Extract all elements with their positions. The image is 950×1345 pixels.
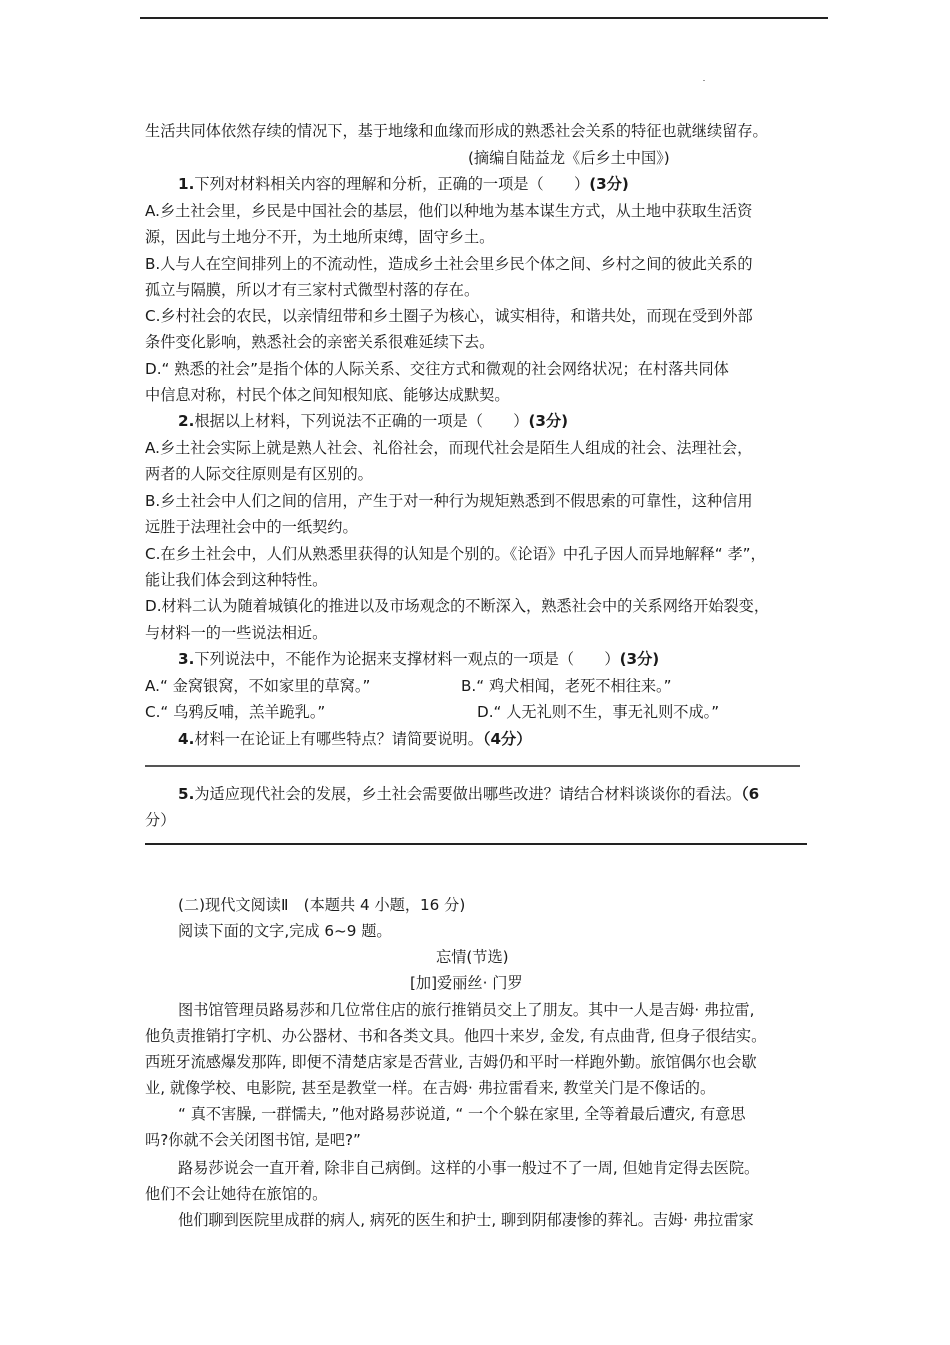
question-5-score-tail: 分） bbox=[145, 811, 176, 829]
passage-p3-line2: 他们不会让她待在旅馆的。 bbox=[145, 1185, 328, 1203]
section-2-heading: (二)现代文阅读Ⅱ (本题共 4 小题，16 分) bbox=[178, 896, 466, 914]
q2-option-b-line1: B.乡土社会中人们之间的信用，产生于对一种行为规矩熟悉到不假思索的可靠性，这种信用 bbox=[145, 492, 753, 510]
q3-option-c: C.“ 乌鸦反哺，羔羊跪乳。” bbox=[145, 703, 326, 721]
passage-title: 忘情(节选) bbox=[436, 948, 509, 966]
question-3-stem: 3.下列说法中，不能作为论据来支撑材料一观点的一项是（ ）(3分) bbox=[178, 650, 660, 668]
q1-option-d-line1: D.“ 熟悉的社会”是指个体的人际关系、交往方式和微观的社会网络状况；在村落共同体 bbox=[145, 360, 729, 378]
passage-p2-line2: 吗?你就不会关闭图书馆, 是吧?” bbox=[145, 1131, 361, 1149]
q2-option-c-line2: 能让我们体会到这种特性。 bbox=[145, 571, 328, 589]
section-2-instruction: 阅读下面的文字,完成 6~9 题。 bbox=[178, 922, 392, 940]
q1-option-b-line2: 孤立与隔膜，所以才有三家村式微型村落的存在。 bbox=[145, 281, 480, 299]
question-5-stem: 5.为适应现代社会的发展，乡土社会需要做出哪些改进？请结合材料谈谈你的看法。（6 bbox=[178, 785, 760, 803]
passage-p1-line1: 图书馆管理员路易莎和几位常住店的旅行推销员交上了朋友。其中一人是吉姆· 弗拉雷, bbox=[178, 1001, 755, 1019]
q2-option-a-line1: A.乡土社会实际上就是熟人社会、礼俗社会，而现代社会是陌生人组成的社会、法理社会， bbox=[145, 439, 753, 457]
q3-option-b: B.“ 鸡犬相闻，老死不相往来。” bbox=[461, 677, 672, 695]
header-rule bbox=[140, 17, 828, 19]
passage-p4-line1: 他们聊到医院里成群的病人, 病死的医生和护士, 聊到阴郁凄惨的葬礼。吉姆· 弗拉雷家 bbox=[178, 1211, 754, 1229]
q2-option-d-line2: 与材料一的一些说法相近。 bbox=[145, 624, 328, 642]
material-closing-line: 生活共同体依然存续的情况下，基于地缘和血缘而形成的熟悉社会关系的特征也就继续留存。 bbox=[145, 122, 768, 140]
q1-option-b-line1: B.人与人在空间排列上的不流动性，造成乡土社会里乡民个体之间、乡村之间的彼此关系的 bbox=[145, 255, 753, 273]
passage-p2-line1: “ 真不害臊, 一群懦夫, ”他对路易莎说道, “ 一个个躲在家里, 全等着最后遭灾, 有意思 bbox=[178, 1105, 746, 1123]
q1-option-c-line1: C.乡村社会的农民，以亲情纽带和乡土圈子为核心，诚实相待，和谐共处，而现在受到外部 bbox=[145, 307, 753, 325]
q1-option-a-line2: 源，因此与土地分不开，为土地所束缚，固守乡土。 bbox=[145, 228, 495, 246]
q1-option-a-line1: A.乡土社会里，乡民是中国社会的基层，他们以种地为基本谋生方式，从土地中获取生活资 bbox=[145, 202, 753, 220]
question-4-stem: 4.材料一在论证上有哪些特点？请简要说明。（4分） bbox=[178, 730, 532, 748]
question-1-stem: 1.下列对材料相关内容的理解和分析，正确的一项是（ ）(3分) bbox=[178, 175, 629, 193]
q2-option-d-line1: D.材料二认为随着城镇化的推进以及市场观念的不断深入，熟悉社会中的关系网络开始裂变， bbox=[145, 597, 770, 615]
passage-p1-line3: 西班牙流感爆发那阵, 即便不清楚店家是否营业, 吉姆仍和平时一样跑外勤。旅馆偶尔也会歇 bbox=[145, 1053, 757, 1071]
passage-p1-line4: 业, 就像学校、电影院, 甚至是教堂一样。在吉姆· 弗拉雷看来, 教堂关门是不像话的。 bbox=[145, 1079, 716, 1097]
q2-option-a-line2: 两者的人际交往原则是有区别的。 bbox=[145, 465, 373, 483]
scan-speck bbox=[703, 80, 705, 81]
material-source: (摘编自陆益龙《后乡土中国》) bbox=[468, 149, 670, 167]
q2-option-b-line2: 远胜于法理社会中的一纸契约。 bbox=[145, 518, 358, 536]
answer-line-q4 bbox=[145, 765, 800, 767]
q1-option-d-line2: 中信息对称，村民个体之间知根知底、能够达成默契。 bbox=[145, 386, 510, 404]
passage-author: [加]爱丽丝· 门罗 bbox=[410, 974, 523, 992]
answer-line-q5 bbox=[145, 843, 807, 845]
q1-option-c-line2: 条件变化影响，熟悉社会的亲密关系很难延续下去。 bbox=[145, 333, 495, 351]
question-2-stem: 2.根据以上材料，下列说法不正确的一项是（ ）(3分) bbox=[178, 412, 569, 430]
passage-p1-line2: 他负责推销打字机、办公器材、书和各类文具。他四十来岁, 金发, 有点曲背, 但身子很结实。 bbox=[145, 1027, 767, 1045]
passage-p3-line1: 路易莎说会一直开着, 除非自己病倒。这样的小事一般过不了一周, 但她肯定得去医院。 bbox=[178, 1159, 760, 1177]
q3-option-d: D.“ 人无礼则不生，事无礼则不成。” bbox=[477, 703, 720, 721]
q2-option-c-line1: C.在乡土社会中，人们从熟悉里获得的认知是个别的。《论语》中孔子因人而异地解释“ 孝”， bbox=[145, 545, 766, 563]
q3-option-a: A.“ 金窝银窝，不如家里的草窝。” bbox=[145, 677, 371, 695]
